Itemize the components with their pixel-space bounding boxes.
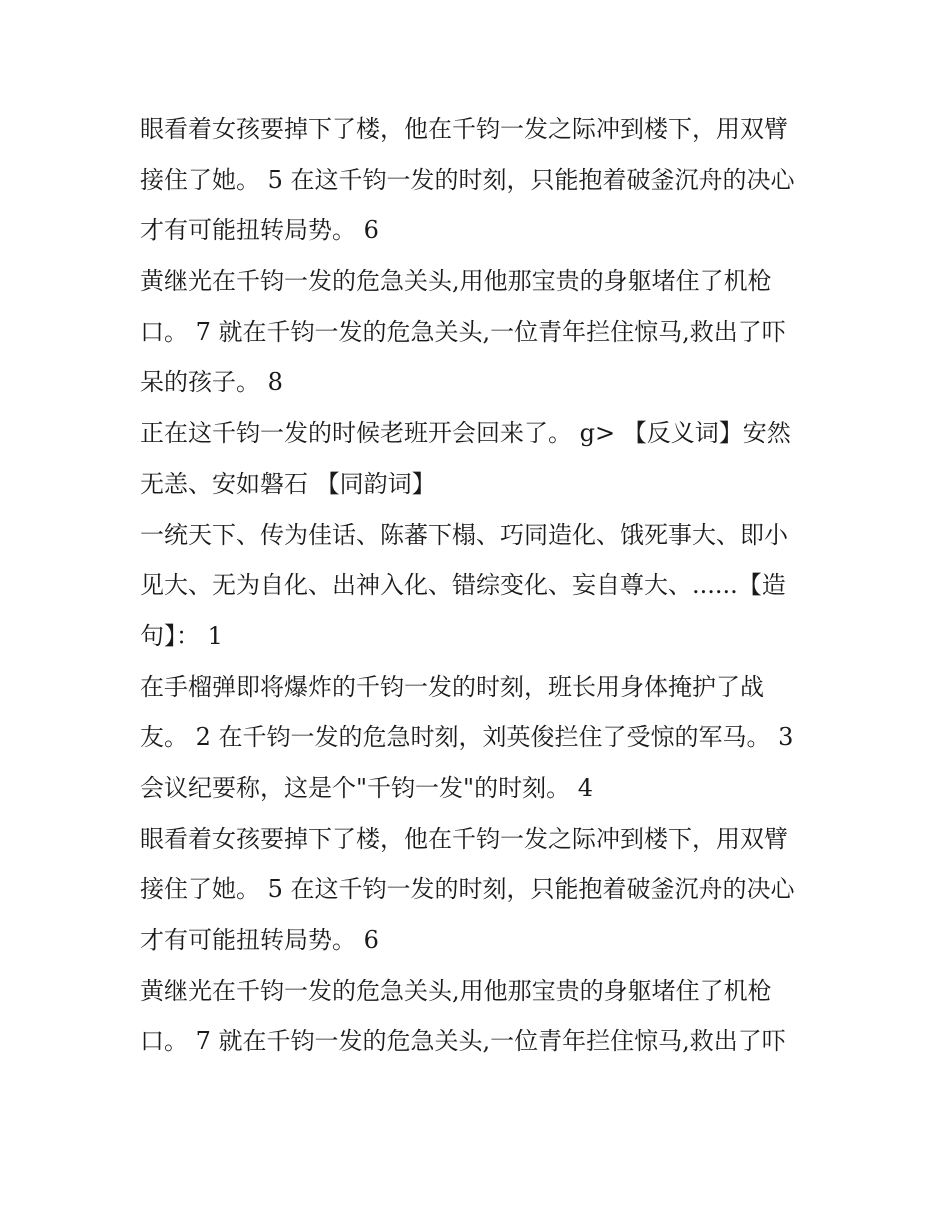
text-line: 才有可能扭转局势。 6	[140, 926, 379, 954]
text-line: 接住了她。 5 在这千钧一发的时刻，只能抱着破釜沉舟的决心	[140, 875, 795, 904]
text-line: 在手榴弹即将爆炸的千钧一发的时刻，班长用身体掩护了战	[140, 672, 764, 701]
text-line: 口。 7 就在千钧一发的危急关头,一位青年拦住惊马,救出了吓	[140, 317, 786, 346]
text-line: 黄继光在千钧一发的危急关头,用他那宝贵的身躯堵住了机枪	[140, 976, 772, 1005]
text-line: 才有可能扭转局势。 6	[140, 216, 379, 245]
text-line: 正在这千钧一发的时候老班开会回来了。 g> 【反义词】安然	[140, 419, 791, 448]
text-line: 接住了她。 5 在这千钧一发的时刻，只能抱着破釜沉舟的决心	[140, 165, 795, 194]
text-line: 友。 2 在千钧一发的危急时刻，刘英俊拦住了受惊的军马。 3	[140, 723, 794, 752]
text-line: 见大、无为自化、出神入化、错综变化、妄自尊大、......【造	[140, 571, 786, 600]
text-line: 会议纪要称，这是个"千钧一发"的时刻。 4	[140, 773, 593, 802]
text-line: 口。 7 就在千钧一发的危急关头,一位青年拦住惊马,救出了吓	[140, 1027, 786, 1056]
text-line: 眼看着女孩要掉下了楼，他在千钧一发之际冲到楼下，用双臂	[140, 824, 788, 853]
document-body	[140, 104, 820, 1067]
text-line: 眼看着女孩要掉下了楼，他在千钧一发之际冲到楼下，用双臂	[140, 115, 788, 143]
text-line: 一统天下、传为佳话、陈蕃下榻、巧同造化、饿死事大、即小	[140, 520, 788, 549]
text-line: 黄继光在千钧一发的危急关头,用他那宝贵的身躯堵住了机枪	[140, 267, 772, 296]
text-line: 无恙、安如磐石 【同韵词】	[140, 469, 436, 498]
text-line: 句】： 1	[140, 621, 223, 650]
text-line: 呆的孩子。 8	[140, 368, 283, 397]
